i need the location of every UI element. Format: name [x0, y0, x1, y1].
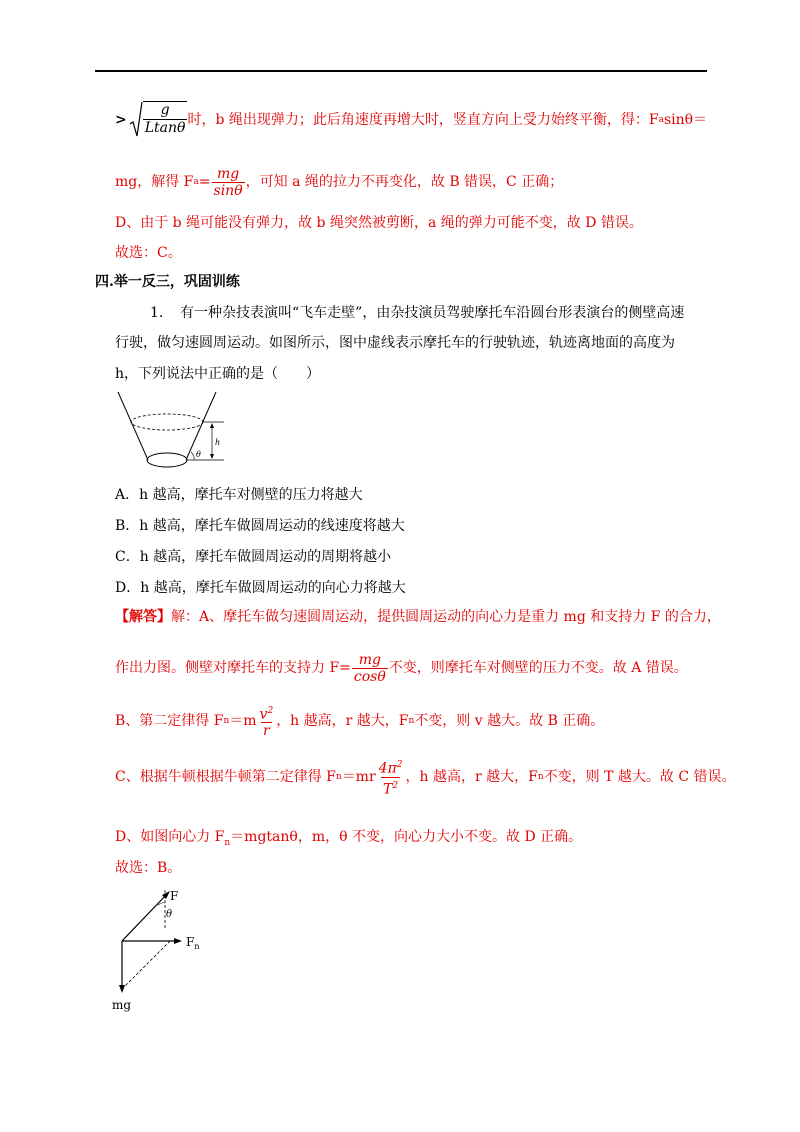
question-line-2: 行驶，做匀速圆周运动。如图所示，图中虚线表示摩托车的行驶轨迹，轨迹离地面的高度为	[115, 335, 675, 351]
sqrt-sign-icon	[129, 100, 143, 140]
cone-track-figure	[112, 390, 232, 475]
h-label: h	[215, 438, 221, 447]
answer-line-c: C、根据牛顿根据牛顿第二定律得 F n ＝mr $\frac{4\pi^2}{T^2}$ ，h 越高，r 越大，F n 不变，则 T 越大。故 C 错误。	[115, 755, 735, 799]
sqrt-condition-line: > g Ltanθ 时，b 绳出现弹力；此后角速度再增大时，竖直方向上受力始终平衡，得：F a sinθ＝	[115, 100, 707, 140]
answer-choice-1: 故选：C。	[115, 245, 182, 261]
force-diagram-figure	[110, 885, 220, 1015]
option-d: D．h 越高，摩托车做圆周运动的向心力将越大	[115, 580, 406, 596]
answer-line-d: D、如图向心力 $F_n=mgtan\theta$，m，θ 不变，向心力大小不变。故 D 正确。	[115, 829, 583, 848]
answer-line-2: 作出力图。侧壁对摩托车的支持力 F= $\frac{mg}{\cos\theta}$ 不变，则摩托车对侧壁的压力不变。故 A 错误。	[115, 651, 688, 685]
question-line-1: 有一种杂技表演叫“飞车走壁”，由杂技演员驾驶摩托车沿圆台形表演台的侧壁高速	[180, 305, 685, 321]
option-b: B．h 越高，摩托车做圆周运动的线速度将越大	[115, 518, 405, 534]
solve-fa-line: mg，解得 F a = $\frac{mg}{\sin\theta}$ ，可知 a 绳的拉力不再变化，故 B 错误，C 正确；	[115, 165, 564, 199]
header-rule	[95, 70, 707, 72]
sqrt-fraction: g Ltanθ	[144, 102, 186, 136]
answer-choice-2: 故选：B。	[115, 860, 182, 876]
fraction-mg-sin: $\frac{mg}{\sin\theta}$	[213, 165, 243, 199]
force-mg-label: mg	[112, 998, 132, 1012]
fraction-mg-cos: $\frac{mg}{\cos\theta}$	[353, 651, 386, 685]
question-number: 1.	[150, 305, 164, 321]
fraction-4pi2-t2: $\frac{4\pi^2}{T^2}$	[378, 759, 403, 798]
answer-line-b: B、第二定律得 F n ＝m $\frac{v^2}{r}$ ，h 越高，r 越大，F n 不变，则 v 越大。故 B 正确。	[115, 700, 604, 742]
option-d-analysis: D、由于 b 绳可能没有弹力，故 b 绳突然被剪断，a 绳的弹力可能不变，故 D 错误。	[115, 215, 643, 231]
section-title: 四.举一反三，巩固训练	[95, 274, 240, 290]
force-f-label: F	[170, 889, 179, 903]
option-c: C．h 越高，摩托车做圆周运动的周期将越小	[115, 549, 392, 565]
force-fn-label: $F_n$	[186, 935, 200, 951]
question-line-3: h，下列说法中正确的是（ ）	[115, 366, 321, 382]
answer-line-1: 【解答】解：A、摩托车做匀速圆周运动，提供圆周运动的向心力是重力 mg 和支持力 F 的合力，	[115, 609, 721, 625]
theta-label: θ	[196, 450, 201, 459]
fraction-v2-r: $\frac{v^2}{r}$	[259, 705, 274, 740]
option-a: A．h 越高，摩托车对侧壁的压力将越大	[115, 487, 363, 503]
force-theta-label: θ	[166, 909, 173, 920]
